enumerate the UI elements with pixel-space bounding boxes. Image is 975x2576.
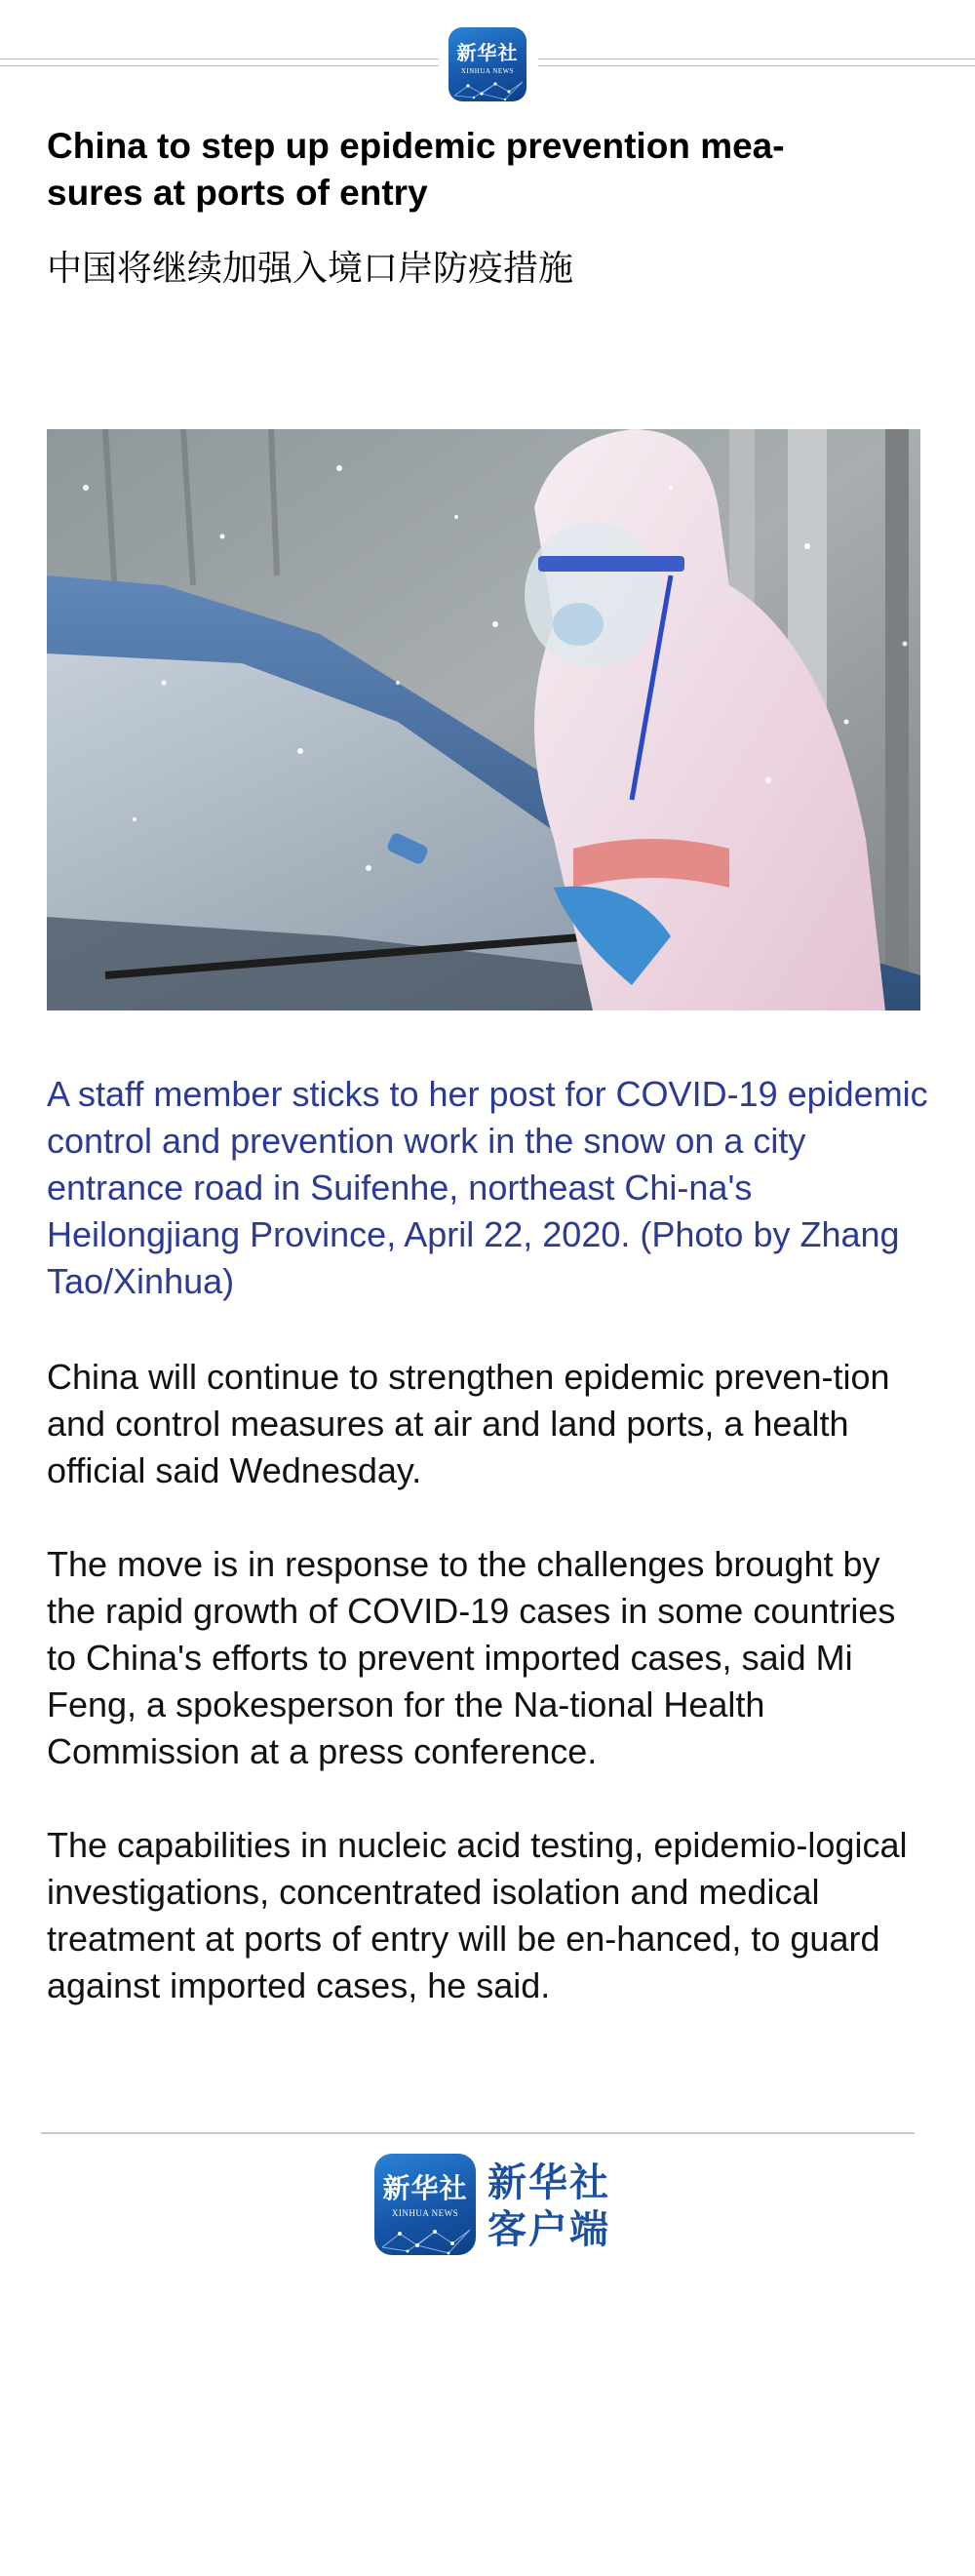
photo-health-worker-snow-icon xyxy=(47,429,920,1011)
brand-line-1: 新华社 xyxy=(488,2160,610,2205)
xinhua-news-footer-logo-icon[interactable] xyxy=(374,2154,476,2255)
logo-en-text: XINHUA NEWS xyxy=(460,67,515,75)
article-title-en: China to step up epidemic prevention mea- sures at ports of entry xyxy=(47,126,785,213)
footer-logo-cn-text: 新华社 xyxy=(382,2172,468,2204)
footer-divider xyxy=(41,2132,915,2134)
logo-cn-text: 新华社 xyxy=(456,41,519,64)
body-paragraph-3: The capabilities in nucleic acid testing, epidemio-logical investigations, concentrated isolation and medical treatment at ports of entry will be en-hanced, to guard against imported cases, he said. xyxy=(47,1825,908,2005)
article-title-cn: 中国将继续加强入境口岸防疫措施 xyxy=(47,249,574,289)
footer-logo-en-text: XINHUA NEWS xyxy=(391,2208,459,2218)
photo-caption: A staff member sticks to her post for COVID-19 epidemic control and prevention work in the snow on a city entrance road in Suifenhe, northeast Chi-na's Heilongjiang Province, April 22, 2020. (Photo by Zhang Tao/Xinhua) xyxy=(47,1074,928,1301)
xinhua-client-brand[interactable] xyxy=(488,2160,610,2253)
body-paragraph-2: The move is in response to the challenges brought by the rapid growth of COVID-19 cases in some countries to China's efforts to prevent imported cases, said Mi Feng, a spokesperson for the Na-tional Health Commission at a press conference. xyxy=(47,1544,896,1771)
brand-line-2: 客户端 xyxy=(488,2207,610,2252)
header-divider-right xyxy=(538,59,975,66)
body-paragraph-1: China will continue to strengthen epidemic preven-tion and control measures at air and land ports, a health official said Wednesday. xyxy=(47,1357,890,1490)
footer-logo-network-pattern-icon xyxy=(374,2216,476,2255)
article-photo xyxy=(47,429,920,1011)
logo-network-pattern-icon xyxy=(448,72,526,101)
xinhua-news-logo-icon[interactable] xyxy=(448,27,526,101)
header-divider-left xyxy=(0,59,439,66)
